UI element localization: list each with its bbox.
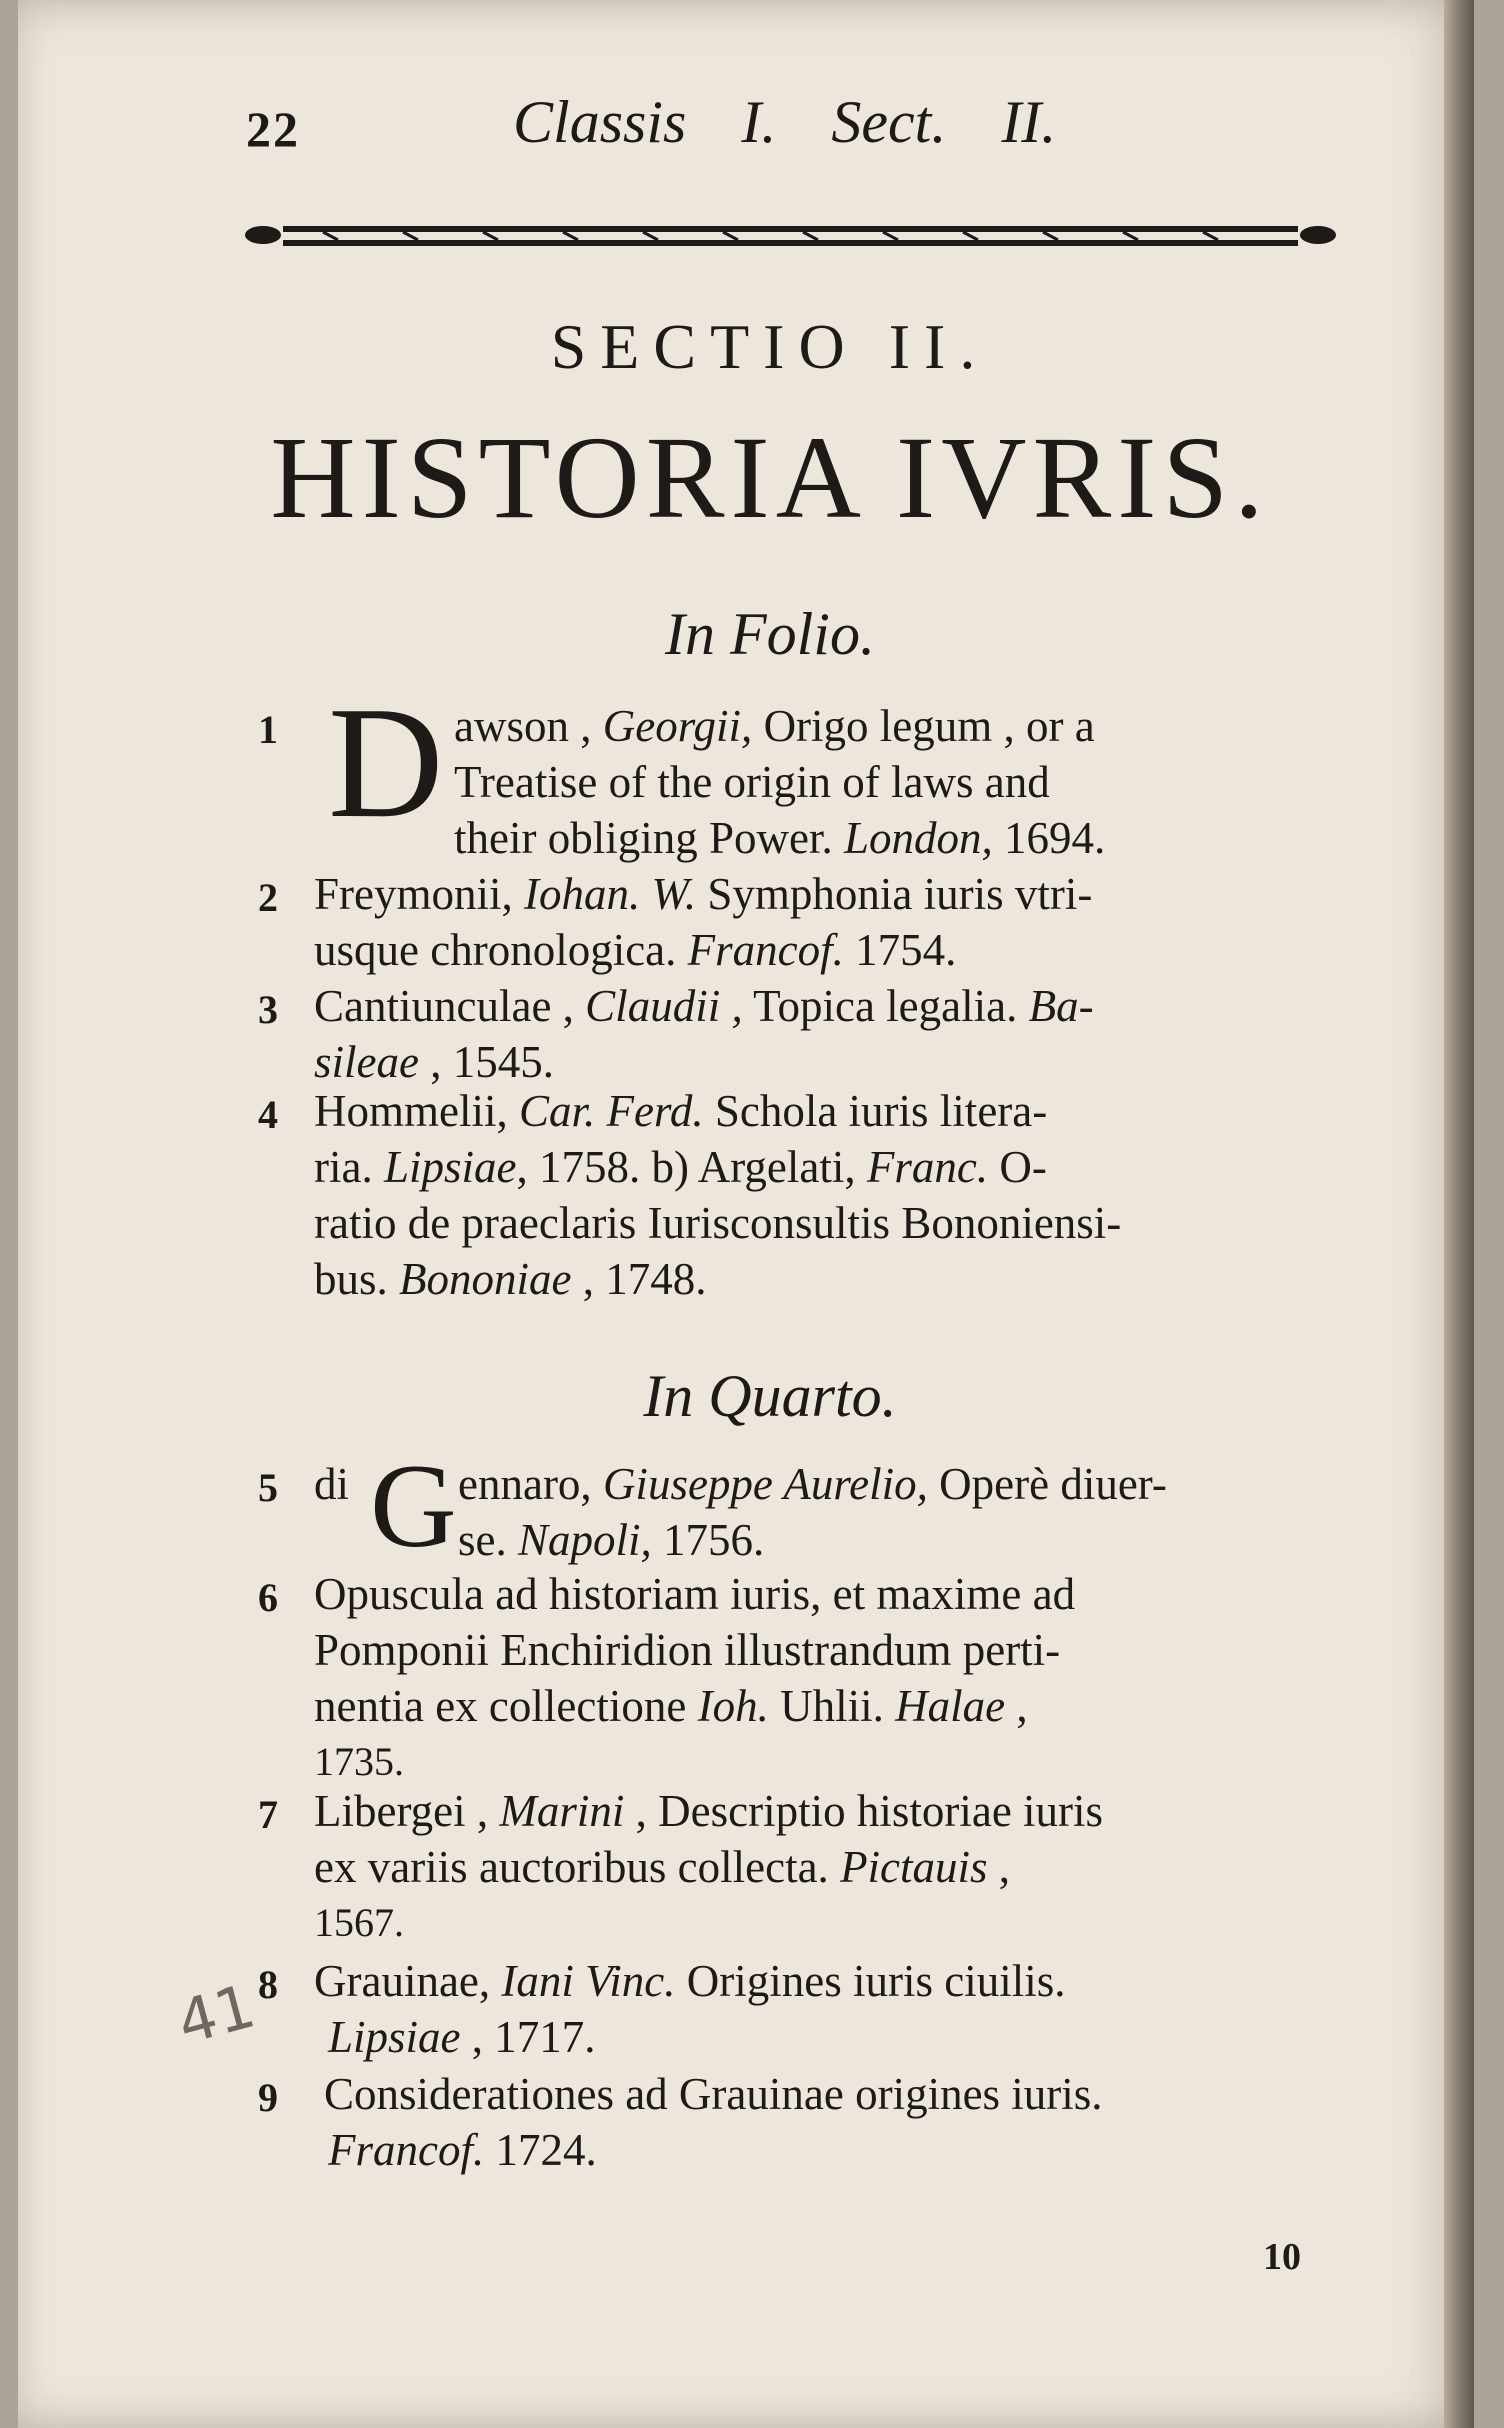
group-heading-folio: In Folio. <box>665 601 875 667</box>
entry-line: awson , Georgii, Origo legum , or a <box>454 701 1095 751</box>
entry-number: 4 <box>258 1092 278 1137</box>
entry-number: 1 <box>258 707 278 752</box>
entry-line: se. Napoli, 1756. <box>458 1515 765 1565</box>
entry-number: 3 <box>258 987 278 1032</box>
entry-line: 1567. <box>314 1900 404 1945</box>
entry-line: their obliging Power. London, 1694. <box>454 813 1106 863</box>
entry-number: 5 <box>258 1465 278 1510</box>
entry-line: Libergei , Marini , Descriptio historiae iuris <box>314 1786 1104 1836</box>
entry-line: Opuscula ad historiam iuris, et maxime ad <box>314 1569 1076 1619</box>
book-page <box>18 0 1474 2428</box>
entry-line: ratio de praeclaris Iurisconsultis Bononiensi- <box>314 1198 1122 1248</box>
drop-cap: G <box>370 1439 457 1572</box>
entry-line: ria. Lipsiae, 1758. b) Argelati, Franc. O- <box>314 1142 1047 1192</box>
entry-line: bus. Bononiae , 1748. <box>314 1254 707 1304</box>
entry-line: Pomponii Enchiridion illustrandum perti- <box>314 1625 1061 1675</box>
page-number: 22 <box>246 101 300 157</box>
entry-line: Treatise of the origin of laws and <box>454 757 1050 807</box>
entry-line: Cantiunculae , Claudii , Topica legalia. Ba- <box>314 981 1094 1031</box>
entry-line: ennaro, Giuseppe Aurelio, Operè diuer- <box>458 1459 1167 1509</box>
section-label: SECTIO II. <box>550 311 990 382</box>
catchword: 10 <box>1263 2236 1301 2278</box>
entry-number: 9 <box>258 2075 278 2120</box>
entry-line: Hommelii, Car. Ferd. Schola iuris litera- <box>314 1086 1048 1136</box>
ornament-rule <box>243 210 1338 260</box>
entry-number: 6 <box>258 1575 278 1620</box>
entry-prefix: di <box>314 1459 350 1509</box>
running-head: Classis I. Sect. II. <box>513 89 1057 155</box>
group-heading-quarto: In Quarto. <box>643 1363 897 1429</box>
entry-line: Francof. 1724. <box>328 2125 597 2175</box>
drop-cap: D <box>328 673 444 851</box>
entry-line: usque chronologica. Francof. 1754. <box>314 925 957 975</box>
entry-line: Freymonii, Iohan. W. Symphonia iuris vtri- <box>314 869 1093 919</box>
entry-line: 1735. <box>314 1739 404 1784</box>
entry-line: sileae , 1545. <box>314 1037 554 1087</box>
entry-number: 7 <box>258 1792 278 1837</box>
entry-number: 8 <box>258 1962 278 2007</box>
section-title: HISTORIA IVRIS. <box>270 412 1270 543</box>
entry-line: Considerationes ad Grauinae origines iuris. <box>324 2069 1103 2119</box>
entry-line: Lipsiae , 1717. <box>328 2012 596 2062</box>
pencil-annotation: 41 <box>170 1971 263 2059</box>
entry-line: Grauinae, Iani Vinc. Origines iuris ciuilis. <box>314 1956 1066 2006</box>
entry-line: ex variis auctoribus collecta. Pictauis , <box>314 1842 1011 1892</box>
entry-line: nentia ex collectione Ioh. Uhlii. Halae , <box>314 1681 1028 1731</box>
entry-number: 2 <box>258 875 278 920</box>
